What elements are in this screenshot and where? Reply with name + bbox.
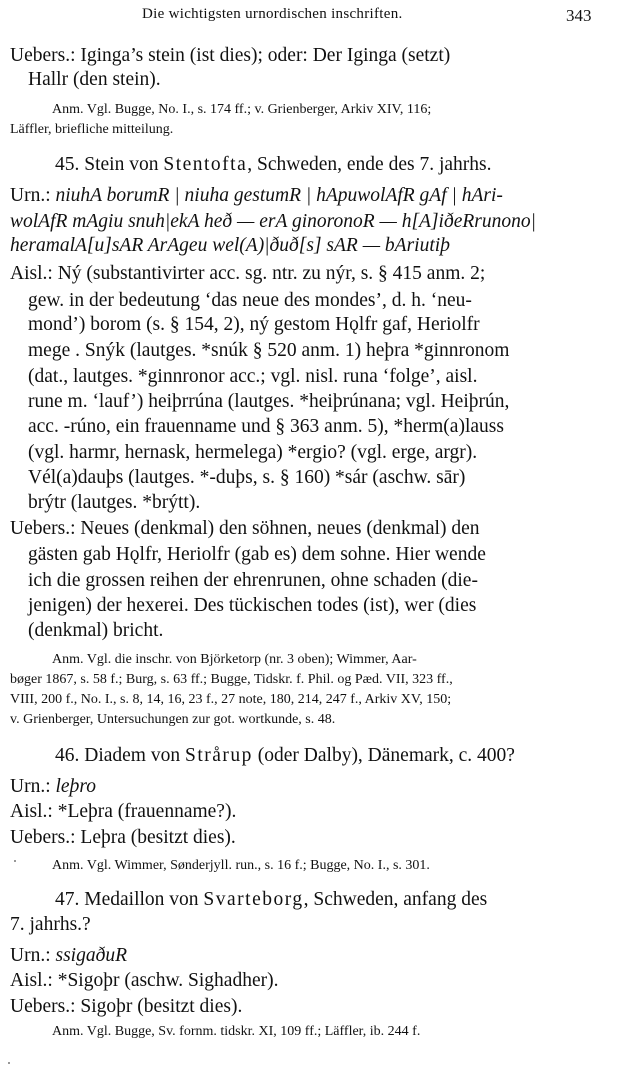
scan-speck: [14, 860, 16, 862]
runic-transcription: leþro: [55, 776, 96, 797]
note-line: v. Grienberger, Untersuchungen zur got. wortkunde, s. 48.: [10, 712, 336, 727]
note-line: Läffler, briefliche mitteilung.: [10, 122, 174, 137]
norse-line: Aisl.: *Sigoþr (aschw. Sighadher).: [10, 970, 279, 991]
norse-line: (vgl. harmr, hernask, hermelega) *ergio? (vgl. erge, argr).: [28, 442, 478, 463]
translation-line: Uebers.: Leþra (besitzt dies).: [10, 827, 236, 848]
norse-line: acc. -rúno, ein frauenname und § 363 anm. 5), *herm(a)lauss: [28, 416, 504, 437]
runic-line: heramalA[u]sAR ArAgeu wel(A)|ðuð[s] sAR — bAriutiþ: [10, 235, 450, 256]
runic-line: Urn.: leþro: [10, 776, 96, 797]
running-title: Die wichtigsten urnordischen inschriften.: [142, 6, 403, 22]
runic-label: Urn.:: [10, 185, 51, 206]
translation-line: Uebers.: Iginga’s stein (ist dies); oder: Der Iginga (setzt): [10, 45, 451, 66]
norse-line: gew. in der bedeutung ‘das neue des mondes’, d. h. ‘neu-: [28, 290, 472, 311]
running-header: [0, 6, 620, 28]
page-number: 343: [566, 6, 592, 25]
norse-line: brýtr (lautges. *brýtt).: [28, 492, 201, 513]
runic-line: Urn.: ssigaðuR: [10, 945, 128, 966]
norse-line: Aisl.: Ný (substantivirter acc. sg. ntr. zu nýr, s. § 415 anm. 2;: [10, 263, 486, 284]
section-heading: 46. Diadem von Strårup (oder Dalby), Dänemark, c. 400?: [55, 745, 515, 766]
norse-line: mond’) borom (s. § 154, 2), ný gestom Hǫlfr gaf, Heriolfr: [28, 314, 480, 335]
note-line: Anm. Vgl. die inschr. von Björketorp (nr. 3 oben); Wimmer, Aar-: [52, 652, 417, 667]
runic-line: [10, 184, 503, 208]
norse-line: rune m. ‘lauf’) heiþrrúna (lautges. *heiþrúnana; vgl. Heiþrún,: [28, 391, 510, 412]
section-heading-cont: 7. jahrhs.?: [10, 914, 91, 935]
note-line: bøger 1867, s. 58 f.; Burg, s. 63 ff.; Bugge, Tidskr. f. Phil. og Pæd. VII, 323 ff.,: [10, 672, 453, 687]
runic-transcription: niuhA borumR | niuha gestumR | hApuwolAfR gAf | hAri-: [55, 185, 503, 206]
translation-line: gästen gab Hǫlfr, Heriolfr (gab es) dem sohne. Hier wende: [28, 544, 486, 565]
section-heading: 47. Medaillon von Svarteborg, Schweden, anfang des: [55, 889, 488, 910]
translation-line: jenigen) der hexerei. Des tückischen todes (ist), wer (dies: [28, 595, 477, 616]
note-line: VIII, 200 f., No. I., s. 8, 14, 16, 23 f., 27 note, 180, 214, 247 f., Arkiv XV, 150;: [10, 692, 452, 707]
runic-transcription: ssigaðuR: [55, 945, 128, 966]
translation-line: ich die grossen reihen der ehrenrunen, ohne schaden (die-: [28, 570, 478, 591]
place-name: Stentofta: [163, 154, 248, 175]
section-heading: 45. Stein von Stentofta, Schweden, ende des 7. jahrhs.: [55, 154, 492, 175]
translation-line: Uebers.: Sigoþr (besitzt dies).: [10, 996, 243, 1017]
translation-line: Uebers.: Neues (denkmal) den söhnen, neues (denkmal) den: [10, 518, 480, 539]
runic-line: wolAfR mAgiu snuh|ekA heð — erA ginoronoR — h[A]iðeRrunono|: [10, 211, 536, 232]
translation-line: (denkmal) bricht.: [28, 620, 164, 641]
norse-line: Vél(a)dauþs (lautges. *-duþs, s. § 160) *sár (aschw. sār): [28, 467, 466, 488]
note-line: Anm. Vgl. Bugge, Sv. fornm. tidskr. XI, 109 ff.; Läffler, ib. 244 f.: [52, 1024, 421, 1039]
translation-label: Uebers.:: [10, 518, 76, 539]
norse-line: (dat., lautges. *ginnronor acc.; vgl. nisl. runa ‘folge’, aisl.: [28, 366, 478, 387]
norse-line: mege . Snýk (lautges. *snúk § 520 anm. 1) heþra *ginnronom: [28, 340, 510, 361]
note-line: Anm. Vgl. Bugge, No. I., s. 174 ff.; v. Grienberger, Arkiv XIV, 116;: [52, 102, 432, 117]
scan-speck: [8, 1062, 10, 1064]
norse-label: Aisl.:: [10, 263, 53, 284]
note-line: Anm. Vgl. Wimmer, Sønderjyll. run., s. 16 f.; Bugge, No. I., s. 301.: [52, 858, 430, 873]
translation-line: Hallr (den stein).: [28, 69, 161, 90]
place-name: Strårup: [184, 745, 253, 766]
norse-line: Aisl.: *Leþra (frauenname?).: [10, 801, 237, 822]
place-name: Svarteborg: [203, 889, 304, 910]
